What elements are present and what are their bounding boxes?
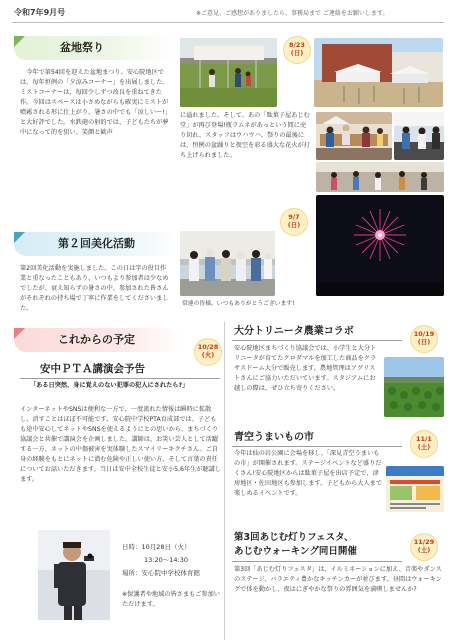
bika-weekday: (日) bbox=[287, 221, 301, 229]
trinita-weekday: (日) bbox=[417, 338, 431, 346]
akari-date-badge bbox=[410, 533, 438, 561]
trinita-heading: 大分トリニータ農業コラボ bbox=[234, 326, 354, 337]
akari-date: 11/29 bbox=[413, 538, 435, 547]
cleanup-volunteers-photo bbox=[180, 231, 275, 296]
pta-heading-rule bbox=[20, 378, 220, 379]
stall-crowd-photo bbox=[394, 112, 444, 160]
trinita-text: 安心院地区まちづくり協議会では、小学生と大分トリニータが育てたクロダマルを加工した商品をクラサスドーム大分で販売します。農地管理はアグリストさんにご協力いただいています。スタジアムにお越しの際は、ぜひ立ち寄りください。 bbox=[234, 345, 377, 393]
booth-tent-photo bbox=[314, 38, 443, 107]
bika-date-badge bbox=[280, 208, 308, 236]
pta-quote: 「ある日突然、身に覚えのない犯罪の犯人にされたら?」 bbox=[30, 382, 189, 389]
bika-date: 9/7 bbox=[288, 213, 300, 222]
fireworks-photo bbox=[316, 195, 444, 296]
bika-text: 第2回美化活動を実施しました。この日は字の役目作業と重なったこともあり、いつもより参加者は少なめでしたが、衰え知らずの暑さの中、参加された皆さんがそれぞれの持ち場で丁寧に作業をしてくださいました。 bbox=[20, 265, 169, 313]
bonchi-banner bbox=[14, 36, 174, 60]
banner-corner-decoration bbox=[14, 328, 25, 339]
kids-festival-photo bbox=[316, 162, 444, 192]
issue-date: 令和7年9月号 bbox=[14, 8, 66, 17]
market-flyer-image bbox=[386, 466, 444, 512]
schedule-column-divider bbox=[224, 322, 225, 640]
banner-corner-decoration bbox=[14, 36, 25, 47]
bonchi-title: 盆地祭り bbox=[60, 41, 104, 55]
bika-title: 第２回美化活動 bbox=[58, 237, 135, 251]
akari-heading-line2: あじむウォーキング同日開催 bbox=[234, 546, 357, 557]
aozora-date: 11/1 bbox=[416, 435, 432, 444]
cleanup-photo-caption: 常連の皆様、いつもありがとうございます! bbox=[182, 301, 295, 307]
schedule-banner bbox=[14, 328, 182, 352]
bonchi-weekday: (日) bbox=[290, 49, 304, 57]
pta-time: 13:20～14:30 bbox=[144, 556, 188, 564]
pta-weekday: (火) bbox=[201, 351, 215, 359]
speaker-photo bbox=[38, 530, 110, 620]
akari-heading-line1: 第3回あじむ灯りフェスタ、 bbox=[234, 532, 354, 543]
aozora-heading-rule bbox=[232, 446, 402, 447]
pta-note: ※保護者や地域の皆さまもご参加いただけます。 bbox=[122, 591, 220, 609]
soybean-field-photo bbox=[384, 357, 444, 417]
akari-text: 第3回「あじむ灯りフェスタ」は、イルミネーションに加え、音楽やダンスのステージ、バラエティ豊かなキッチンカーが並びます。昼間はウォーキングで体を動かし、夜はにぎやかな祭りの雰囲気を満喫しませんか? bbox=[234, 566, 442, 594]
trinita-date-badge bbox=[410, 325, 438, 353]
banner-corner-decoration bbox=[14, 232, 25, 243]
akari-weekday: (土) bbox=[417, 546, 431, 554]
bika-banner bbox=[14, 232, 178, 256]
schedule-title: これからの予定 bbox=[58, 333, 135, 347]
bonchi-text-right: に溢れました。そして、あの「駄菓子屋あじむ堂」が再び登場!瓶ラムネがあっという間に売り切れ、スタッフはウハウハ。祭りの最後には、恒例の盆踊りと夜空を彩る盛大な花火が打ち上げられました。 bbox=[180, 112, 310, 160]
aozora-text: 今年は仙の岩公園に会場を移し、「深見青空うまいもの市」が開催されます。ステージイベントなど盛りだくさん!安心院地区からは駄菓子屋を出店予定で、津房地区・佐田地区も参加します。子どもから大人まで楽しめるイベントです。 bbox=[234, 450, 383, 498]
pta-heading: 安中ＰＴＡ講演会予告 bbox=[40, 363, 145, 375]
pta-place: 場所：安心院中学校体育館 bbox=[122, 569, 200, 577]
pta-day: 日時：10月28日（火） bbox=[122, 543, 191, 551]
aozora-heading: 青空うまいもの市 bbox=[234, 432, 314, 443]
header-divider bbox=[12, 22, 444, 23]
trinita-heading-rule bbox=[232, 340, 402, 341]
akari-heading-rule bbox=[232, 561, 402, 562]
trinita-date: 10/19 bbox=[413, 330, 435, 339]
pta-date: 10/28 bbox=[197, 343, 219, 352]
pta-text: インターネットやSNSは便利な一方で、一度流れた情報は瞬時に拡散し、消すことはほぼ不可能です。安心院中学校PTA育成部では、子どもも途中安心してネットやSNSを使えるようにとの思いから、まちづくり協議会と共催で講演会を企画しました。講師は、お笑い芸人として活躍する一方、ネットの中傷被害を実体験したスマイリーキクチさん。ご自身の経験をもとにネットに潜む危険や正しい使い方、そして言葉の責任についてお話いただきます。当日は安中全校生徒と安小5,6年生が聴講します。 bbox=[20, 406, 222, 484]
dagashi-shop-photo bbox=[316, 112, 392, 160]
bonchi-date-badge bbox=[283, 36, 311, 64]
bonchi-text-left: 今年で第54回を迎えた盆地まつり。安心院地区では、毎年恒例の「夕涼みコーナー」を出展しました。ミストコーナーは、毎回少しずつ改良を重ねてきた作。今回はスペースは小さめながらも確実にミストが噴霧される形に仕上がり、暑さの中でも「涼しい～!」と大好評でした。水鉄砲の射的では、子どもたちが夢中になって的を狙い、笑顔と歓声 bbox=[20, 69, 169, 137]
contact-notice: ※ご意見、ご感想がありましたら、事務局まで ご連絡をお願いします。 bbox=[196, 10, 389, 17]
festival-mist-photo bbox=[180, 38, 277, 107]
bonchi-date: 8/23 bbox=[289, 41, 305, 50]
aozora-date-badge bbox=[410, 430, 438, 458]
aozora-weekday: (土) bbox=[417, 443, 431, 451]
pta-date-badge bbox=[194, 338, 222, 366]
